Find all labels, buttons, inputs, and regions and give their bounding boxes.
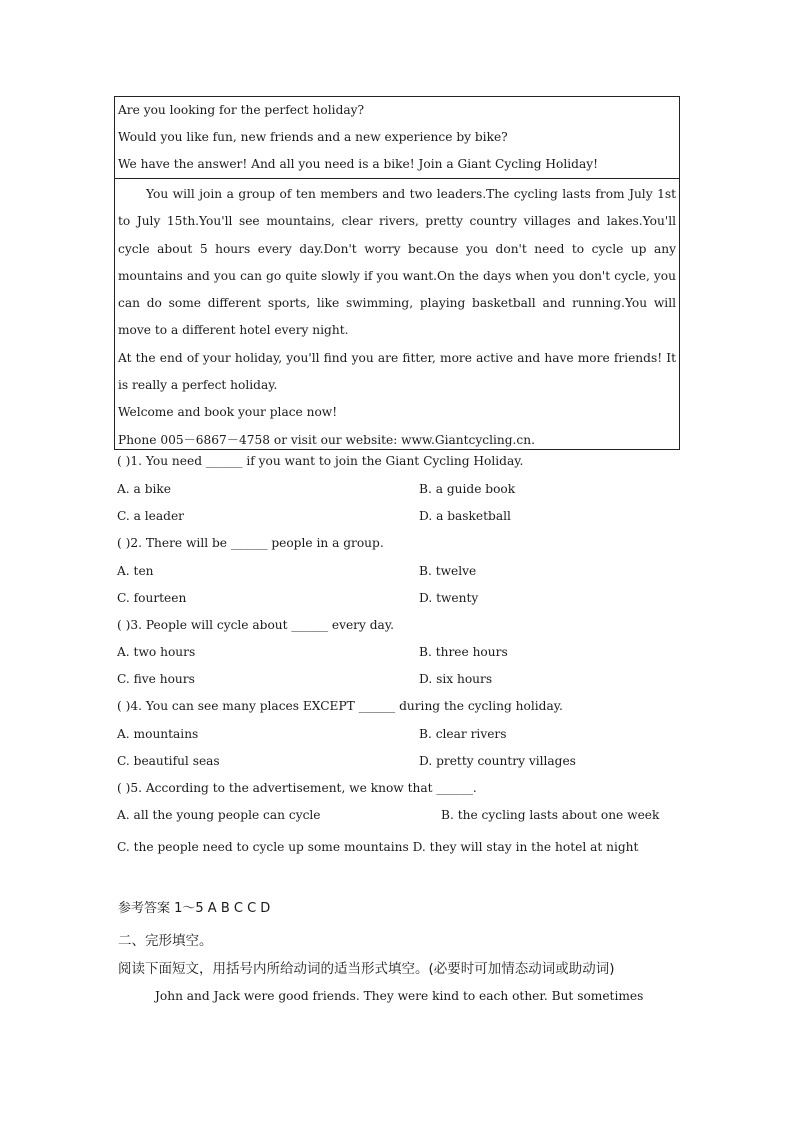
q5-option-a: A. all the young people can cycle: [117, 808, 321, 822]
contact-line: Phone 005－6867－4758 or visit our website: www.Giantcycling.cn.: [118, 432, 535, 447]
answer-key: 参考答案 1～5 A B C C D: [118, 901, 271, 916]
q1-option-c: C. a leader: [117, 509, 184, 523]
q5-options-c-d: C. the people need to cycle up some mountains D. they will stay in the hotel at night: [117, 840, 639, 854]
advertisement-box: [114, 96, 680, 450]
q2-option-a: A. ten: [117, 564, 154, 578]
q4-option-a: A. mountains: [117, 727, 199, 741]
q3-option-d: D. six hours: [419, 672, 493, 686]
q3-option-c: C. five hours: [117, 672, 195, 686]
welcome-line: Welcome and book your place now!: [118, 405, 338, 420]
intro-line: Would you like fun, new friends and a new experience by bike?: [118, 130, 508, 144]
question-4-stem: ( )4. You can see many places EXCEPT ______ during the cycling holiday.: [117, 699, 563, 713]
q2-option-d: D. twenty: [419, 591, 479, 605]
q3-option-b: B. three hours: [419, 645, 508, 659]
section-title: 二、完形填空。: [118, 933, 213, 949]
question-3-stem: ( )3. People will cycle about ______ every day.: [117, 618, 394, 632]
details-paragraph: You will join a group of ten members and two leaders.The cycling lasts from July 1st to July 15th.You'll see mountains, clear rivers, pretty country villages and lakes.You'll cycle about 5 hours every day.Don't worry because you don't need to cycle up any mountains and you can go quite slowly if you want.On the days when you don't cycle, you can do some different sports, like swimming, playing basketball and running.You will move to a different hotel every night.: [118, 187, 676, 338]
question-1-stem: ( )1. You need ______ if you want to join the Giant Cycling Holiday.: [117, 454, 524, 468]
passage-first-line: John and Jack were good friends. They were kind to each other. But sometimes: [155, 989, 644, 1003]
q2-option-c: C. fourteen: [117, 591, 187, 605]
q4-option-d: D. pretty country villages: [419, 754, 576, 768]
q1-option-a: A. a bike: [117, 482, 171, 496]
q2-option-b: B. twelve: [419, 564, 477, 578]
q4-option-b: B. clear rivers: [419, 727, 507, 741]
advertisement-body: [115, 179, 679, 454]
q1-option-b: B. a guide book: [419, 482, 516, 496]
q4-option-c: C. beautiful seas: [117, 754, 220, 768]
q3-option-a: A. two hours: [117, 645, 196, 659]
closing-paragraph: At the end of your holiday, you'll find you are fitter, more active and have more friends! It is really a perfect holiday.: [118, 350, 676, 393]
intro-line: Are you looking for the perfect holiday?: [118, 103, 365, 117]
intro-line: We have the answer! And all you need is a bike! Join a Giant Cycling Holiday!: [118, 157, 599, 171]
advertisement-intro: [115, 97, 679, 179]
q5-option-b: B. the cycling lasts about one week: [441, 808, 660, 822]
question-2-stem: ( )2. There will be ______ people in a group.: [117, 536, 384, 550]
q1-option-d: D. a basketball: [419, 509, 511, 523]
section-instruction: 阅读下面短文，用括号内所给动词的适当形式填空。(必要时可加情态动词或助动词): [118, 961, 615, 977]
question-5-stem: ( )5. According to the advertisement, we know that ______.: [117, 781, 477, 795]
